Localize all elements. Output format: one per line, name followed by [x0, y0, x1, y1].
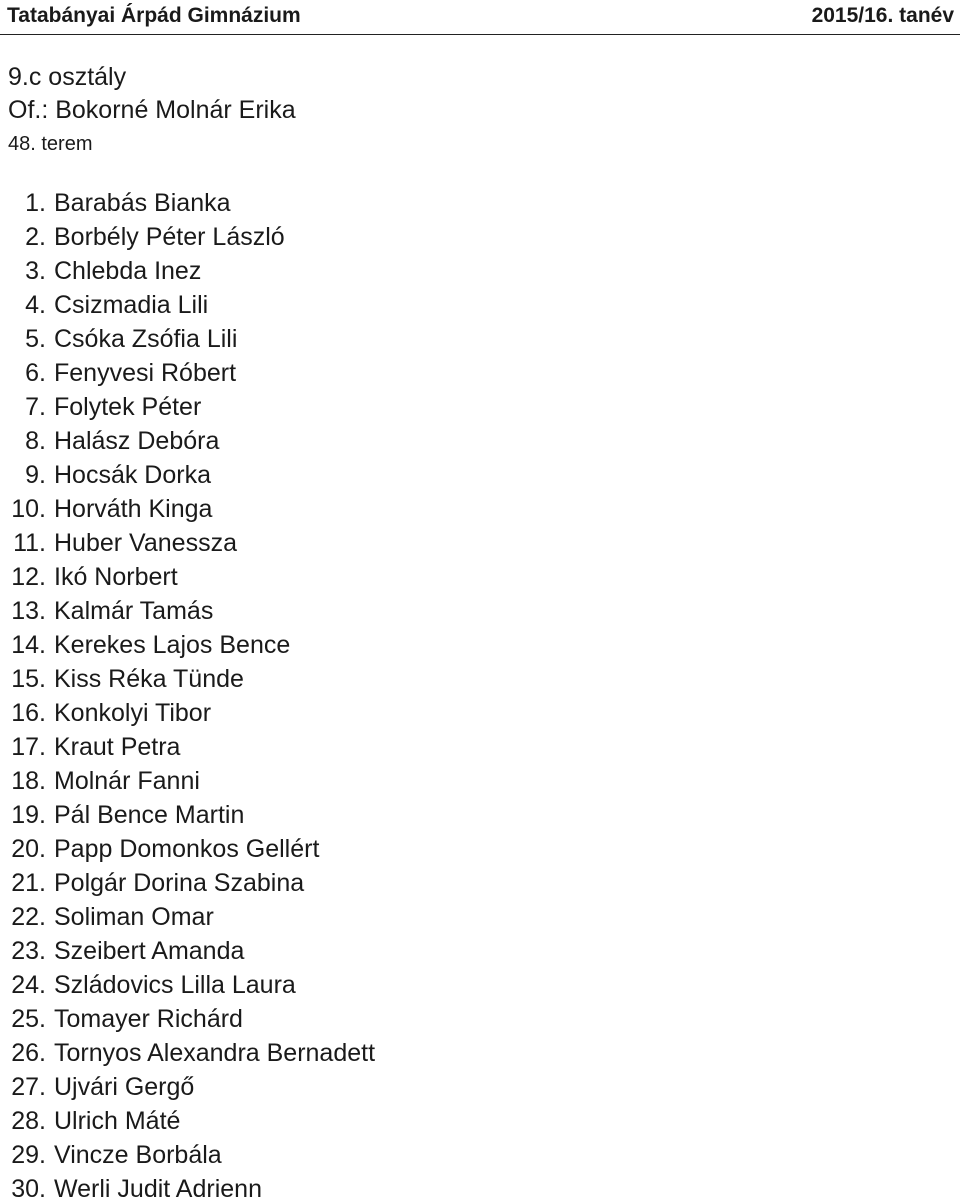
- school-name: Tatabányai Árpád Gimnázium: [7, 4, 301, 27]
- student-row: [8, 1036, 376, 1070]
- student-row: [8, 424, 220, 458]
- student-number: 16.: [11, 699, 46, 727]
- student-name: Csizmadia Lili: [54, 291, 209, 319]
- student-row: [8, 1172, 262, 1200]
- student-number: 19.: [11, 801, 46, 829]
- student-number: 13.: [11, 597, 46, 625]
- student-row: [8, 288, 209, 322]
- student-number: 6.: [25, 359, 46, 387]
- student-row: [8, 526, 237, 560]
- student-number: 7.: [25, 393, 46, 421]
- student-row: [8, 390, 202, 424]
- student-number: 20.: [11, 835, 46, 863]
- student-name: Molnár Fanni: [54, 767, 200, 795]
- student-name: Fenyvesi Róbert: [54, 359, 237, 387]
- student-row: [8, 764, 200, 798]
- student-number: 2.: [25, 223, 46, 251]
- student-name: Vincze Borbála: [54, 1141, 222, 1169]
- student-name: Pál Bence Martin: [54, 801, 245, 829]
- student-name: Werli Judit Adrienn: [54, 1175, 262, 1200]
- student-name: Ujvári Gergő: [54, 1073, 195, 1101]
- student-number: 30.: [11, 1175, 46, 1200]
- student-row: [8, 696, 212, 730]
- student-row: [8, 594, 214, 628]
- student-name: Ulrich Máté: [54, 1107, 181, 1135]
- student-row: [8, 1104, 181, 1138]
- student-row: [8, 492, 213, 526]
- student-row: [8, 662, 244, 696]
- student-number: 12.: [11, 563, 46, 591]
- student-row: [8, 628, 291, 662]
- student-name: Halász Debóra: [54, 427, 220, 455]
- student-row: [8, 322, 238, 356]
- student-number: 21.: [11, 869, 46, 897]
- student-name: Barabás Bianka: [54, 189, 231, 217]
- student-row: [8, 866, 305, 900]
- student-number: 9.: [25, 461, 46, 489]
- student-row: [8, 1002, 243, 1036]
- student-name: Borbély Péter László: [54, 223, 285, 251]
- student-row: [8, 900, 214, 934]
- student-number: 22.: [11, 903, 46, 931]
- student-number: 17.: [11, 733, 46, 761]
- student-name: Hocsák Dorka: [54, 461, 211, 489]
- student-number: 27.: [11, 1073, 46, 1101]
- student-row: [8, 798, 245, 832]
- student-name: Szeibert Amanda: [54, 937, 245, 965]
- student-row: [8, 220, 285, 254]
- student-name: Chlebda Inez: [54, 257, 202, 285]
- student-name: Szládovics Lilla Laura: [54, 971, 296, 999]
- student-number: 3.: [25, 257, 46, 285]
- student-name: Folytek Péter: [54, 393, 202, 421]
- student-name: Ikó Norbert: [54, 563, 178, 591]
- student-list: [8, 186, 376, 1200]
- student-row: [8, 1138, 222, 1172]
- student-number: 15.: [11, 665, 46, 693]
- student-number: 8.: [25, 427, 46, 455]
- student-row: [8, 560, 178, 594]
- student-number: 25.: [11, 1005, 46, 1033]
- student-number: 28.: [11, 1107, 46, 1135]
- student-row: [8, 356, 237, 390]
- student-number: 5.: [25, 325, 46, 353]
- student-name: Kiss Réka Tünde: [54, 665, 244, 693]
- student-row: [8, 254, 202, 288]
- student-number: 29.: [11, 1141, 46, 1169]
- student-row: [8, 458, 211, 492]
- student-row: [8, 1070, 195, 1104]
- student-number: 26.: [11, 1039, 46, 1067]
- student-name: Huber Vanessza: [54, 529, 237, 557]
- student-row: [8, 832, 320, 866]
- student-name: Tornyos Alexandra Bernadett: [54, 1039, 376, 1067]
- student-number: 14.: [11, 631, 46, 659]
- class-info: [8, 61, 296, 161]
- classroom: 48. terem: [8, 133, 93, 155]
- student-number: 11.: [13, 529, 46, 557]
- student-name: Polgár Dorina Szabina: [54, 869, 305, 897]
- student-name: Konkolyi Tibor: [54, 699, 212, 727]
- student-name: Kalmár Tamás: [54, 597, 214, 625]
- student-name: Tomayer Richárd: [54, 1005, 243, 1033]
- page-header: [0, 0, 960, 35]
- student-name: Csóka Zsófia Lili: [54, 325, 238, 353]
- student-number: 4.: [25, 291, 46, 319]
- student-name: Papp Domonkos Gellért: [54, 835, 320, 863]
- student-name: Horváth Kinga: [54, 495, 213, 523]
- student-row: [8, 186, 231, 220]
- student-number: 24.: [11, 971, 46, 999]
- student-row: [8, 730, 181, 764]
- student-name: Kerekes Lajos Bence: [54, 631, 291, 659]
- student-name: Soliman Omar: [54, 903, 214, 931]
- student-row: [8, 934, 245, 968]
- school-year: 2015/16. tanév: [811, 4, 954, 27]
- student-number: 18.: [11, 767, 46, 795]
- student-number: 1.: [25, 189, 46, 217]
- student-name: Kraut Petra: [54, 733, 181, 761]
- student-number: 23.: [11, 937, 46, 965]
- class-name: 9.c osztály: [8, 63, 127, 91]
- student-number: 10.: [11, 495, 46, 523]
- class-teacher: Of.: Bokorné Molnár Erika: [8, 96, 296, 124]
- student-row: [8, 968, 296, 1002]
